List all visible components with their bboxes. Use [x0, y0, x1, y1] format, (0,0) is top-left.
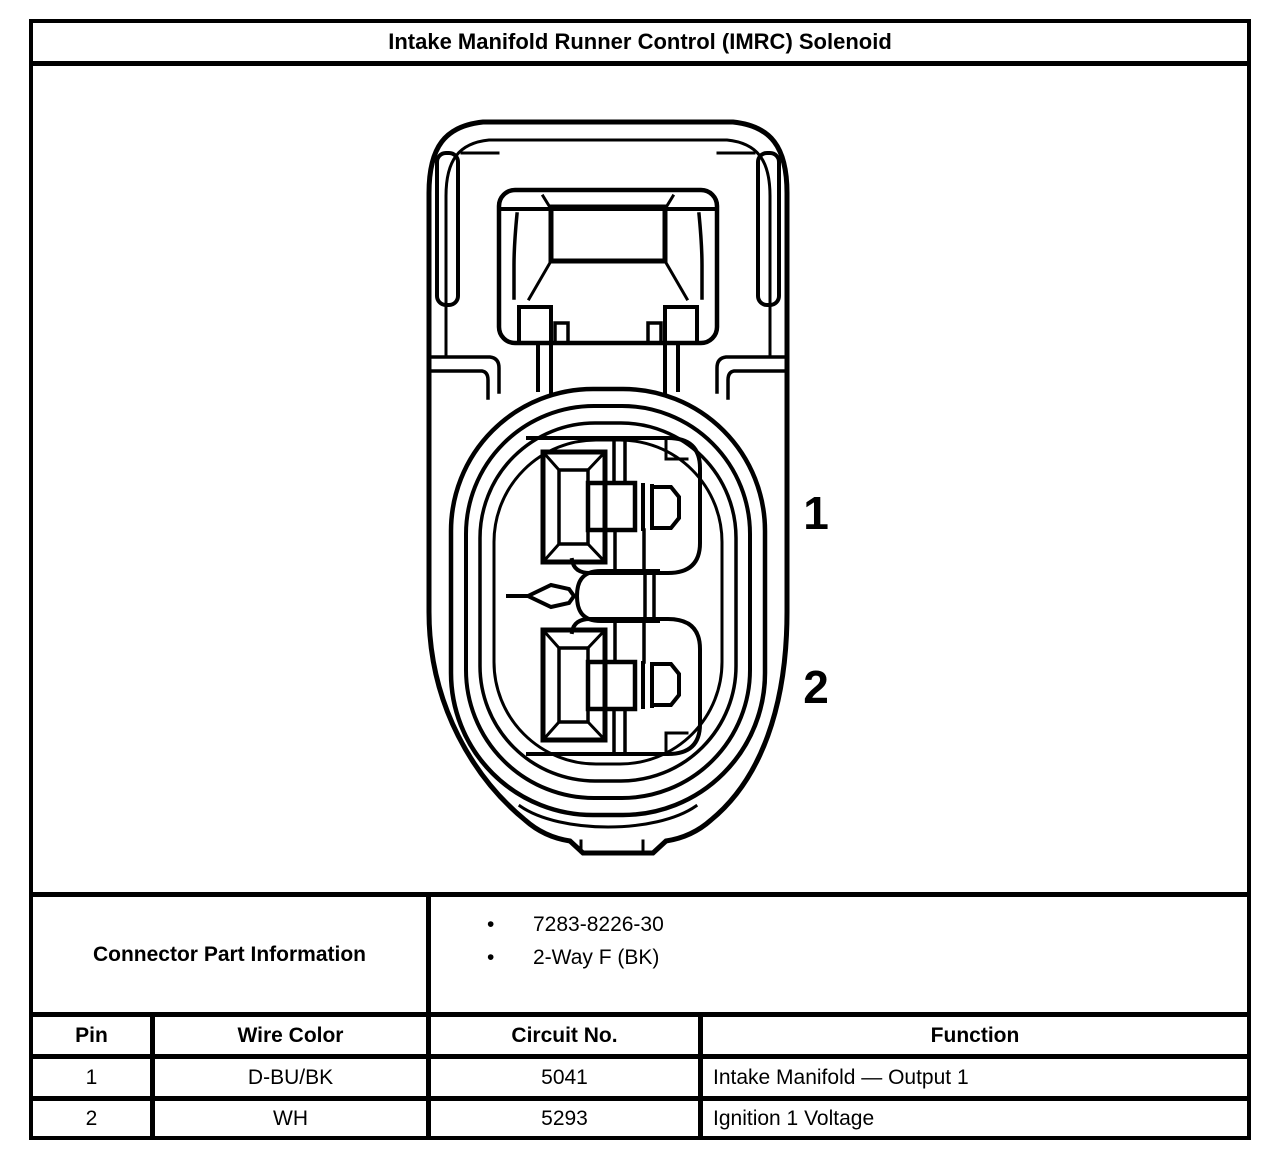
header-wire-color: Wire Color — [237, 1023, 344, 1047]
center-channel — [577, 571, 658, 621]
part-number: 7283-8226-30 — [533, 912, 664, 936]
row1-circuit-no: 5041 — [541, 1065, 588, 1089]
connector-diagram — [29, 66, 1251, 892]
connector-body — [429, 122, 787, 853]
terminal-cavity-2 — [528, 619, 700, 754]
list-item — [478, 941, 1218, 974]
latch-window — [551, 207, 665, 261]
row2-circuit-no: 5293 — [541, 1106, 588, 1130]
row1-wire-color: D-BU/BK — [247, 1065, 334, 1089]
header-circuit-no: Circuit No. — [511, 1023, 618, 1047]
row1-pin: 1 — [85, 1065, 98, 1089]
row2-function: Ignition 1 Voltage — [713, 1106, 875, 1130]
header-pin: Pin — [75, 1023, 108, 1047]
bullet-icon: • — [487, 912, 495, 936]
seal-ovals — [451, 389, 765, 815]
latch — [499, 190, 717, 392]
row2-wire-color: WH — [273, 1106, 308, 1130]
header-function: Function — [930, 1023, 1020, 1047]
page-title: Intake Manifold Runner Control (IMRC) Solenoid — [388, 28, 892, 54]
bullet-icon: • — [487, 945, 495, 969]
pin-2-label: 2 — [803, 661, 829, 713]
terminal-cavity-1 — [528, 438, 700, 573]
row1-function: Intake Manifold — Output 1 — [713, 1065, 969, 1089]
connector-part-information-list — [478, 908, 1218, 974]
index-arrow-icon — [508, 585, 574, 607]
list-item — [478, 908, 1218, 941]
pin-1-label: 1 — [803, 487, 829, 539]
row2-pin: 2 — [85, 1106, 98, 1130]
connector-part-information-label: Connector Part Information — [92, 942, 366, 966]
connector-type: 2-Way F (BK) — [533, 945, 660, 969]
